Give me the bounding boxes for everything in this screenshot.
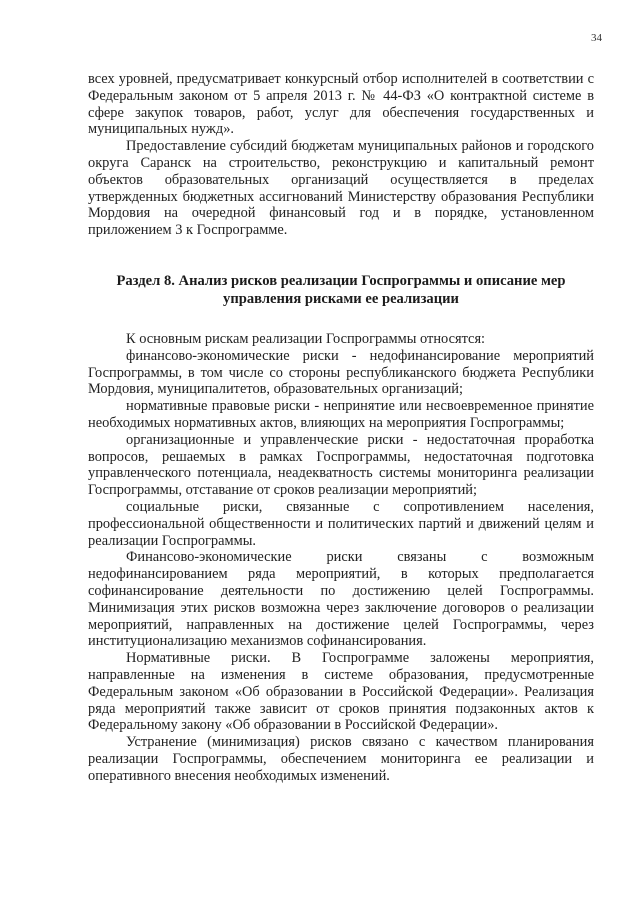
paragraph: Предоставление субсидий бюджетам муниципальных районов и городского округа Саранск на строительство, реконструкцию и капитальный ремонт объектов образовательных организаций осуществляется в пределах утвержденных бюджетных ассигнований Министерству образования Республики Мордовия на очередной финансовый год и в порядке, установленном приложением 3 к Госпрограмме.	[88, 138, 594, 239]
paragraph: Финансово-экономические риски связаны с возможным недофинансированием ряда мероприятий, в которых предполагается софинансирование деятельности по достижению целей Госпрограммы. Минимизация этих рисков возможна через заключение договоров о реализации мероприятий, направленных на достижение целей Госпрограммы, через институционализацию механизмов софинансирования.	[88, 549, 594, 650]
section-text-block	[88, 331, 594, 785]
paragraph: нормативные правовые риски - непринятие или несвоевременное принятие необходимых нормативных актов, влияющих на мероприятия Госпрограммы;	[88, 398, 594, 431]
paragraph: социальные риски, связанные с сопротивлением населения, профессиональной общественности и политических партий и движений целям и реализации Госпрограммы.	[88, 498, 594, 549]
paragraph: Устранение (минимизация) рисков связано с качеством планирования реализации Госпрограммы, обеспечением мониторинга ее реализации и оперативного внесения необходимых изменений.	[88, 734, 594, 784]
section-heading: Раздел 8. Анализ рисков реализации Госпрограммы и описание мер управления рисками ее реализации	[116, 273, 566, 307]
paragraph: финансово-экономические риски - недофинансирование мероприятий Госпрограммы, в том числе со стороны республиканского бюджета Республики Мордовия, муниципалитетов, образовательных организаций;	[88, 347, 594, 398]
paragraph: Нормативные риски. В Госпрограмме заложены мероприятия, направленные на изменения в системе образования, предусмотренные Федеральным законом «Об образовании в Российской Федерации». Реализация ряда мероприятий также зависит от сроков принятия подзаконных актов к Федеральному закону «Об образовании в Российской Федерации».	[88, 650, 594, 734]
paragraph: всех уровней, предусматривает конкурсный отбор исполнителей в соответствии с Федеральным законом от 5 апреля 2013 г. № 44-ФЗ «О контрактной системе в сфере закупок товаров, работ, услуг для обеспечения государственных и муниципальных нужд».	[88, 71, 594, 138]
page-number: 34	[591, 32, 602, 44]
paragraph: организационные и управленческие риски - недостаточная проработка вопросов, решаемых в рамках Госпрограммы, недостаточная подготовка управленческого потенциала, неадекватность системы мониторинга реализации Госпрограммы, отставание от сроков реализации мероприятий;	[88, 431, 594, 499]
paragraph: К основным рискам реализации Госпрограммы относятся:	[126, 331, 486, 347]
intro-text-block	[88, 71, 594, 239]
